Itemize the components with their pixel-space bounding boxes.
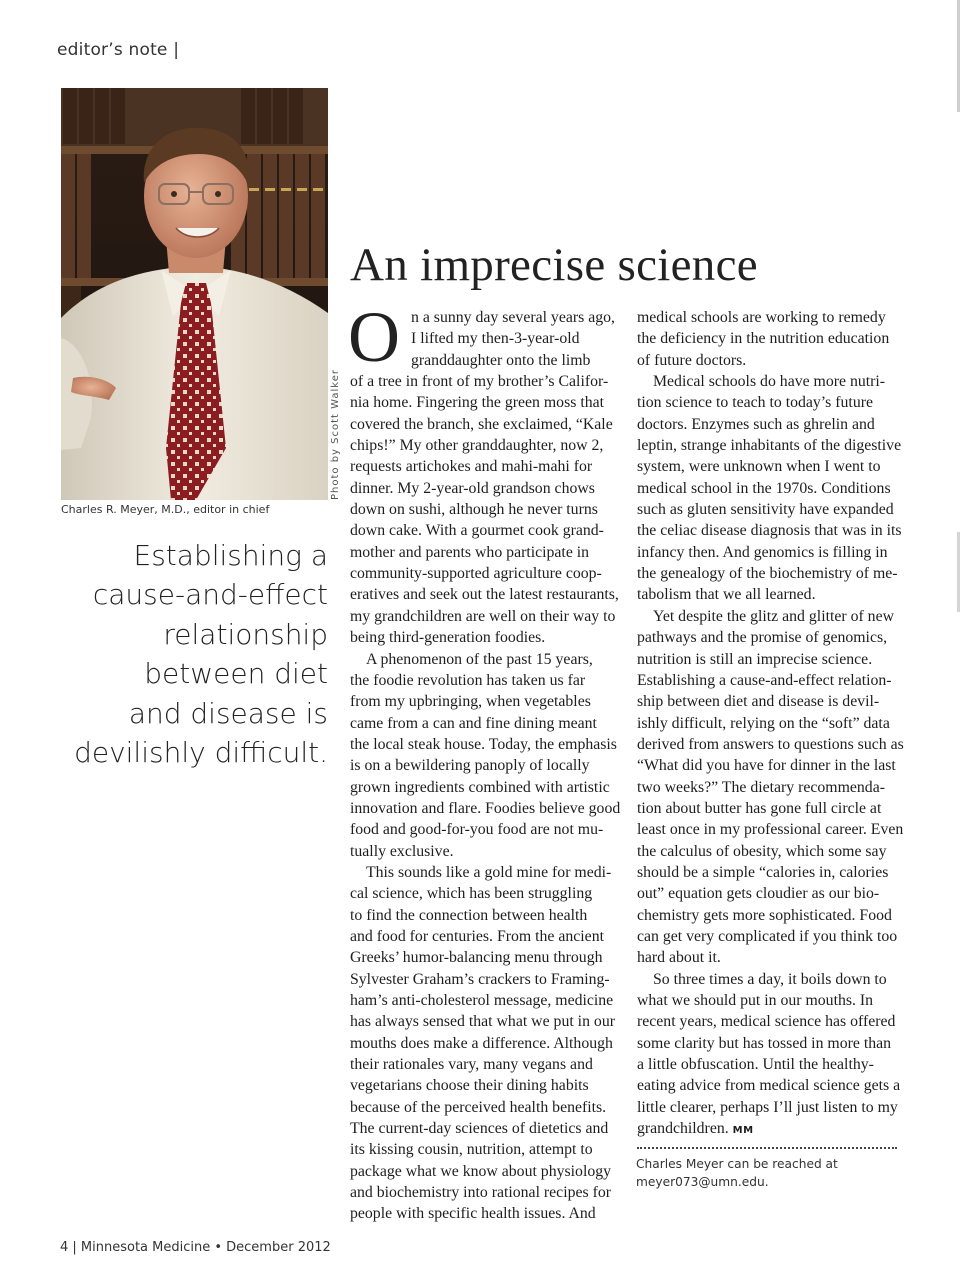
article-line: [350, 1011, 620, 1032]
article-line-text: grandchildren.: [637, 1120, 729, 1138]
article-line: [637, 478, 907, 499]
article-line-text: can get very complicated if you think too: [637, 927, 898, 945]
article-line-text: being third-generation foodies.: [350, 629, 546, 647]
photo-credit: Photo by Scott Walker: [330, 369, 341, 500]
contact-email: meyer073@umn.edu.: [636, 1175, 769, 1189]
article-line: [637, 777, 907, 798]
pull-quote-line: Establishing a: [133, 539, 328, 572]
article-line-text: to find the connection between health: [350, 906, 588, 924]
section-label: editor’s note |: [57, 40, 180, 60]
article-line-text: from my upbringing, when vegetables: [350, 693, 591, 711]
article-line: [637, 649, 907, 670]
page-footer: 4 | Minnesota Medicine • December 2012: [60, 1240, 331, 1255]
article-line-text: Establishing a cause-and-effect relation-: [637, 671, 892, 689]
article-line-text: people with specific health issues. And: [350, 1205, 596, 1223]
article-line-text: recent years, medical science has offered: [637, 1013, 896, 1031]
article-line-text: the foodie revolution has taken us far: [350, 671, 586, 689]
article-line-text: hard about it.: [637, 949, 721, 967]
article-line: [350, 542, 620, 563]
article-line: [350, 691, 620, 712]
article-line: [350, 1054, 620, 1075]
article-line-text: The current-day sciences of dietetics and: [350, 1120, 609, 1138]
article-line: [350, 969, 620, 990]
article-line-text: dinner. My 2-year-old grandson chows: [350, 479, 595, 497]
article-line: [350, 563, 620, 584]
article-line-text: mother and parents who participate in: [350, 543, 590, 561]
article-line-text: Greeks’ humor-balancing menu through: [350, 949, 603, 967]
article-line: [637, 990, 907, 1011]
article-line: [350, 862, 620, 883]
article-line: [637, 392, 907, 413]
drop-cap: O: [348, 297, 400, 377]
article-line: [637, 584, 907, 605]
article-line: [350, 1139, 620, 1160]
article-line: [350, 798, 620, 819]
article-line: [637, 350, 907, 371]
article-line-text: “What did you have for dinner in the last: [637, 757, 896, 775]
article-line: [637, 713, 907, 734]
article-column-2: [637, 307, 907, 1139]
article-line-text: of a tree in front of my brother’s Califor-: [350, 373, 609, 391]
article-line-text: tion science to teach to today’s future: [637, 394, 873, 412]
article-line: [637, 862, 907, 883]
article-line: [350, 520, 620, 541]
article-line: [637, 947, 907, 968]
article-line-text: nia home. Fingering the green moss that: [350, 394, 605, 412]
article-line: [350, 478, 620, 499]
article-line-text: chips!” My other granddaughter, now 2,: [350, 437, 604, 455]
article-line: [637, 563, 907, 584]
article-line-text: the genealogy of the biochemistry of me-: [637, 565, 898, 583]
pull-quote-line: relationship: [163, 617, 328, 651]
contact-note: [636, 1155, 896, 1191]
article-line: [637, 520, 907, 541]
article-line-text: vegetarians choose their dining habits: [350, 1077, 589, 1095]
article-line: [350, 1118, 620, 1139]
article-line-text: its kissing cousin, nutrition, attempt to: [350, 1141, 593, 1159]
article-line: [637, 691, 907, 712]
article-line: [637, 969, 907, 990]
article-line: [350, 670, 620, 691]
article-title: An imprecise science: [350, 239, 758, 291]
article-column-1: [348, 297, 621, 1225]
article-line-text: has always sensed that what we put in our: [350, 1013, 615, 1031]
article-line-text: mouths does make a difference. Although: [350, 1034, 613, 1052]
article-line: [637, 414, 907, 435]
article-line-text: of future doctors.: [637, 351, 747, 369]
article-line: [350, 1033, 620, 1054]
article-line-text: ham’s anti-cholesterol message, medicine: [350, 992, 614, 1009]
article-line-text: A phenomenon of the past 15 years,: [366, 650, 593, 668]
article-line-text: tion about butter has gone full circle at: [637, 799, 882, 817]
article-line: [350, 1097, 620, 1118]
article-line: [637, 435, 907, 456]
pull-quote: [60, 536, 328, 772]
article-line-text: the calculus of obesity, which some say: [637, 842, 887, 860]
article-line: [637, 905, 907, 926]
article-line: [350, 777, 620, 798]
article-line-text: community-supported agriculture coop-: [350, 565, 602, 583]
article-line-text: the celiac disease diagnosis that was in its: [637, 522, 902, 540]
article-line-text: tually exclusive.: [350, 842, 454, 860]
article-line-text: Yet despite the glitz and glitter of new: [653, 607, 895, 625]
article-line-text: pathways and the promise of genomics,: [637, 629, 888, 647]
article-line-text: least once in my professional career. Even: [637, 821, 904, 839]
article-line: [350, 414, 620, 435]
article-line-text: came from a can and fine dining meant: [350, 714, 597, 732]
article-line: [350, 606, 620, 627]
pull-quote-line: cause-and-effect: [92, 578, 328, 612]
article-line-text: cal science, which has been struggling: [350, 885, 593, 903]
article-line-text: should be a simple “calories in, calories: [637, 863, 889, 881]
dotted-divider: [637, 1147, 897, 1149]
article-line: [350, 499, 620, 520]
article-line-text: down cake. With a gourmet cook grand-: [350, 522, 604, 540]
pull-quote-line: between diet: [144, 657, 328, 691]
article-line-text: and biochemistry into rational recipes for: [350, 1184, 612, 1202]
article-line-text: ishly difficult, relying on the “soft” data: [637, 714, 890, 732]
article-line: [350, 905, 620, 926]
article-line: [637, 371, 907, 392]
article-line-text: doctors. Enzymes such as ghrelin and: [637, 415, 875, 433]
article-line-text: So three times a day, it boils down to: [653, 970, 887, 988]
article-line: [637, 1011, 907, 1032]
article-line-text: out” equation gets cloudier as our bio-: [637, 885, 880, 903]
article-line: [637, 307, 907, 328]
article-line-text: innovation and flare. Foodies believe good: [350, 799, 621, 817]
article-line: [637, 841, 907, 862]
article-line: [637, 926, 907, 947]
article-line: [637, 542, 907, 563]
article-line: [637, 627, 907, 648]
pull-quote-line: devilishly difficult.: [74, 736, 328, 770]
article-line-text: derived from answers to questions such as: [637, 735, 904, 753]
article-line: [350, 841, 620, 862]
article-line-text: the deficiency in the nutrition education: [637, 330, 890, 348]
article-line: [350, 819, 620, 840]
article-line: [350, 627, 620, 648]
article-line-text: Sylvester Graham’s crackers to Framing-: [350, 970, 610, 988]
article-line: [637, 1075, 907, 1096]
article-line: [637, 670, 907, 691]
article-line: [637, 1054, 907, 1075]
article-line-text: what we should put in our mouths. In: [637, 992, 874, 1009]
article-line: [350, 435, 620, 456]
photo-caption: Charles R. Meyer, M.D., editor in chief: [61, 503, 270, 516]
article-line: [637, 328, 907, 349]
article-line: [637, 1097, 907, 1118]
article-line-text: and food for centuries. From the ancient: [350, 927, 604, 945]
article-line-text: nutrition is still an imprecise science.: [637, 650, 873, 668]
article-line-text: their rationales vary, many vegans and: [350, 1056, 593, 1074]
article-line: [350, 755, 620, 776]
article-line: [637, 734, 907, 755]
article-line: [350, 1203, 620, 1224]
article-line-text: some clarity but has tossed in more than: [637, 1034, 892, 1052]
article-line-text: such as gluten sensitivity have expanded: [637, 501, 894, 519]
article-line-text: eratives and seek out the latest restaurants,: [350, 586, 619, 604]
article-line: [350, 1182, 620, 1203]
article-line: [637, 798, 907, 819]
article-line-text: eating advice from medical science gets a: [637, 1077, 901, 1095]
article-line-text: infancy then. And genomics is filling in: [637, 543, 888, 561]
article-line-text: Medical schools do have more nutri-: [653, 373, 886, 391]
article-line: [637, 755, 907, 776]
article-line-text: n a sunny day several years ago,: [411, 309, 615, 326]
article-line: [637, 499, 907, 520]
article-line: [350, 1075, 620, 1096]
article-line: [350, 1161, 620, 1182]
article-line-text: chemistry gets more sophisticated. Food: [637, 906, 892, 924]
article-line: [637, 883, 907, 904]
article-line: [350, 926, 620, 947]
pull-quote-line: and disease is: [128, 696, 328, 730]
article-line: [350, 584, 620, 605]
article-line-text: a little obfuscation. Until the healthy-: [637, 1056, 874, 1074]
article-line: [350, 456, 620, 477]
article-line: [350, 392, 620, 413]
article-line: [637, 1118, 907, 1139]
article-line: [637, 819, 907, 840]
article-line-text: package what we know about physiology: [350, 1162, 612, 1180]
article-line: [350, 734, 620, 755]
article-line-text: my grandchildren are well on their way to: [350, 607, 616, 625]
article-line-text: leptin, strange inhabitants of the digestive: [637, 437, 902, 455]
contact-line: Charles Meyer can be reached at: [636, 1157, 838, 1171]
article-line: [637, 1033, 907, 1054]
article-line-text: ship between diet and disease is devil-: [637, 693, 880, 711]
article-line-text: granddaughter onto the limb: [411, 351, 591, 369]
article-line: [350, 947, 620, 968]
article-line-text: This sounds like a gold mine for medi-: [366, 863, 612, 881]
article-line-text: medical schools are working to remedy: [637, 309, 886, 326]
article-line: [637, 606, 907, 627]
article-line-text: is on a bewildering panoply of locally: [350, 757, 590, 775]
article-line-text: medical school in the 1970s. Conditions: [637, 479, 891, 497]
article-line: [350, 990, 620, 1011]
article-line-text: the local steak house. Today, the emphasis: [350, 735, 617, 753]
article-line: [637, 456, 907, 477]
article-line-text: requests artichokes and mahi-mahi for: [350, 458, 593, 476]
article-line-text: system, were unknown when I went to: [637, 458, 881, 476]
article-line: [350, 649, 620, 670]
article-line-text: down on sushi, although he never turns: [350, 501, 598, 519]
article-line-text: because of the perceived health benefits.: [350, 1098, 607, 1116]
article-line-text: food and good-for-you food are not mu-: [350, 821, 604, 839]
article-line: [350, 883, 620, 904]
article-line-text: I lifted my then-3-year-old: [411, 330, 580, 348]
article-line-text: covered the branch, she exclaimed, “Kale: [350, 415, 613, 433]
article-line-text: grown ingredients combined with artistic: [350, 778, 610, 796]
article-line-text: two weeks?” The dietary recommenda-: [637, 778, 885, 796]
article-line-text: tabolism that we all learned.: [637, 586, 816, 604]
signoff-initials: MM: [732, 1125, 754, 1137]
article-line-text: little clearer, perhaps I’ll just listen to my: [637, 1098, 898, 1116]
editor-portrait-photo: [61, 88, 328, 500]
article-line: [350, 713, 620, 734]
